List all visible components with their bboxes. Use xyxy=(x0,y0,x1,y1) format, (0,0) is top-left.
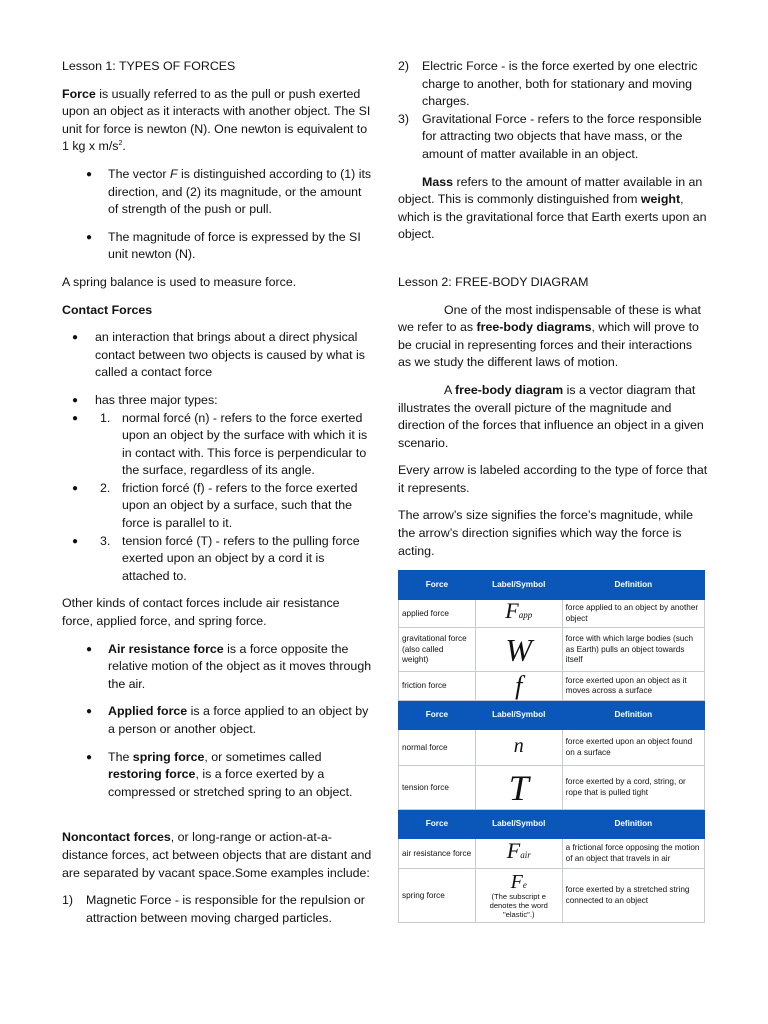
spring-mid: , or sometimes called xyxy=(204,749,322,764)
list-item xyxy=(62,892,372,927)
table-row xyxy=(399,869,705,923)
mass-paragraph xyxy=(398,174,708,244)
header-force: Force xyxy=(399,571,476,600)
right-column xyxy=(398,58,708,923)
force-bullets xyxy=(62,166,372,264)
force-name: applied force xyxy=(399,600,476,628)
noncontact-definition xyxy=(62,829,372,882)
noncontact-def: , or long-range or action-at-a-distance forces, act between objects that are distant and are separated by vacant space.Some examples include: xyxy=(62,830,372,880)
list-item: ● an interaction that brings about a direct physical contact between two objects is caused by what is called a contact force xyxy=(62,329,372,382)
force-name: friction force xyxy=(399,672,476,701)
magnetic-num: 1) xyxy=(62,893,74,908)
list-item xyxy=(62,480,372,533)
symbol-note: (The subscript e denotes the word "elastic".) xyxy=(489,892,548,920)
symbol-main: F xyxy=(506,838,521,863)
force-symbol xyxy=(475,839,562,869)
header-symbol: Label/Symbol xyxy=(475,701,562,730)
lesson2-title: Lesson 2: FREE-BODY DIAGRAM xyxy=(398,274,589,289)
force-symbol xyxy=(475,730,562,766)
header-force: Force xyxy=(399,701,476,730)
spring-pre: The xyxy=(108,749,133,764)
fbd-p2-pre: A xyxy=(444,382,456,397)
force-name: gravitational force (also called weight) xyxy=(399,628,476,672)
symbol-main: F xyxy=(505,598,519,623)
symbol-main: T xyxy=(508,767,529,808)
bullet1-pre: The vector xyxy=(108,166,170,181)
table-row xyxy=(399,730,705,766)
type1-text: normal forcé (n) - refers to the force exerted upon an object by the surface with which it is in contact with. This force is perpendicular to the surface, regardless of its angle. xyxy=(122,410,368,478)
force-def: force exerted upon an object found on a surface xyxy=(562,730,704,766)
force-name: tension force xyxy=(399,766,476,810)
symbol-main: W xyxy=(505,631,533,668)
table-header-row xyxy=(399,701,705,730)
force-symbol xyxy=(475,600,562,628)
spring-balance-text: A spring balance is used to measure force. xyxy=(62,274,297,289)
force-def: force exerted by a cord, string, or rope that is pulled tight xyxy=(562,766,704,810)
applied-term: Applied force xyxy=(108,704,188,719)
bullet1-var: F xyxy=(169,166,178,181)
force-term: Force xyxy=(62,86,96,101)
air-term: Air resistance force xyxy=(108,641,224,656)
type3-text: tension forcé (T) - refers to the pulling force exerted upon an object by a cord it is attached to. xyxy=(122,533,360,583)
other-force-bullets xyxy=(62,641,372,802)
weight-term: weight xyxy=(640,192,681,207)
force-def-sup: 2 xyxy=(118,140,123,148)
header-definition: Definition xyxy=(562,810,704,839)
lesson1-title: Lesson 1: TYPES OF FORCES xyxy=(62,59,236,73)
type2-num: ● 2. xyxy=(100,480,111,495)
noncontact-list-cont xyxy=(398,58,708,164)
symbol-sub: e xyxy=(522,880,527,891)
force-def: a frictional force opposing the motion of an object that travels in air xyxy=(562,839,704,869)
fbd-p2-post: is a vector diagram that illustrates the overall picture of the magnitude and direction of the forces that influence an object in a given scenario. xyxy=(398,382,704,450)
force-name: air resistance force xyxy=(399,839,476,869)
header-definition: Definition xyxy=(562,571,704,600)
bullet1-post: is distinguished according to (1) its direction, and (2) its magnitude, or the amount of strength of the push or pull. xyxy=(108,166,372,217)
list-item: ● The magnitude of force is expressed by the SI unit newton (N). xyxy=(62,229,372,264)
spring-post: , is a force exerted by a compressed or stretched spring to an object. xyxy=(108,767,353,799)
grav-num: 3) xyxy=(398,111,410,126)
list-item xyxy=(62,392,372,586)
contact-forces-heading xyxy=(62,302,372,320)
arrow-paragraph-2: The arrow’s size signifies the force’s magnitude, while the arrow’s direction signifies which way the force is acting. xyxy=(398,508,693,558)
force-symbol xyxy=(475,766,562,810)
contact-types-list xyxy=(62,410,372,586)
spring-term: spring force xyxy=(132,749,205,764)
contact-b2-text: has three major types: xyxy=(95,392,218,407)
type3-num: ● 3. xyxy=(100,533,111,548)
electric-num: 2) xyxy=(398,59,410,73)
force-def-end: . xyxy=(122,139,126,154)
mass-def: refers to the amount of matter available in an object. This is commonly distinguished from xyxy=(398,174,703,207)
noncontact-term: Noncontact forces xyxy=(62,830,171,845)
fbd-p1-term: free-body diagrams xyxy=(476,320,592,335)
force-def: force with which large bodies (such as Earth) pulls an object towards itself xyxy=(562,628,704,672)
arrow-paragraph-1: Every arrow is labeled according to the type of force that it represents. xyxy=(398,463,708,495)
list-item xyxy=(62,533,372,586)
fbd-paragraph-2 xyxy=(398,382,708,452)
table-header-row xyxy=(399,571,705,600)
fbd-p2-term: free-body diagram xyxy=(455,382,564,397)
force-name: spring force xyxy=(399,869,476,923)
fbd-paragraph-1 xyxy=(398,302,708,372)
force-symbol xyxy=(475,672,562,701)
force-def: force exerted upon an object as it moves across a surface xyxy=(562,672,704,701)
table-row xyxy=(399,672,705,701)
force-symbol xyxy=(475,628,562,672)
contact-title: Contact Forces xyxy=(62,302,153,317)
force-def: force exerted by a stretched string connected to an object xyxy=(562,869,704,923)
force-symbol xyxy=(475,869,562,923)
table-row xyxy=(399,839,705,869)
force-def-text: is usually referred to as the pull or push exerted upon an object as it interacts with another object. The SI unit for force is newton (N). One newton is equivalent to 1 kg x m/s xyxy=(62,86,371,154)
fbd-p1-pre: One of the most indispensable of these is what we refer to as xyxy=(398,302,701,335)
electric-text: Electric Force - is the force exerted by one electric charge to another, both for stationary and moving charges. xyxy=(422,59,698,109)
type2-text: friction forcé (f) - refers to the force exerted upon an object by a surface, such that the force is parallel to it. xyxy=(122,480,358,531)
left-column xyxy=(62,58,372,927)
other-contact-forces: Other kinds of contact forces include air resistance force, applied force, and spring force. xyxy=(62,596,340,629)
weight-def: , which is the gravitational force that Earth exerts upon an object. xyxy=(398,192,707,242)
list-item xyxy=(62,410,372,480)
list-item xyxy=(62,749,372,802)
symbol-sub: air xyxy=(520,850,531,860)
symbol-main: F xyxy=(510,871,523,894)
applied-def: is a force applied to an object by a person or another object. xyxy=(108,704,369,736)
noncontact-list xyxy=(62,892,372,927)
table-row xyxy=(399,766,705,810)
list-item xyxy=(62,641,372,694)
mass-term: Mass xyxy=(422,174,453,189)
list-item xyxy=(398,58,708,111)
force-definition xyxy=(62,86,372,156)
contact-bullets xyxy=(62,329,372,585)
list-item xyxy=(398,111,708,164)
air-def: is a force opposite the relative motion of the object as it moves through the air. xyxy=(108,641,372,691)
symbol-sub: app xyxy=(518,610,533,620)
symbol-main: f xyxy=(515,671,523,701)
header-definition: Definition xyxy=(562,701,704,730)
forces-table xyxy=(398,570,705,923)
table-header-row xyxy=(399,810,705,839)
list-item xyxy=(62,703,372,738)
table-row xyxy=(399,628,705,672)
restoring-term: restoring force xyxy=(108,767,196,782)
header-force: Force xyxy=(399,810,476,839)
header-symbol: Label/Symbol xyxy=(475,810,562,839)
force-def: force applied to an object by another object xyxy=(562,600,704,628)
magnetic-text: Magnetic Force - is responsible for the repulsion or attraction between moving charged particles. xyxy=(86,893,365,925)
force-name: normal force xyxy=(399,730,476,766)
grav-text: Gravitational Force - refers to the force responsible for attracting two objects that have mass, or the amount of matter available in an object. xyxy=(422,111,702,161)
symbol-main: n xyxy=(513,734,524,757)
fbd-p1-post: , which will prove to be crucial in representing forces and their interactions as we study the different laws of motion. xyxy=(398,320,699,370)
list-item xyxy=(62,166,372,219)
table-row xyxy=(399,600,705,628)
header-symbol: Label/Symbol xyxy=(475,571,562,600)
type1-num: ● 1. xyxy=(100,410,111,425)
